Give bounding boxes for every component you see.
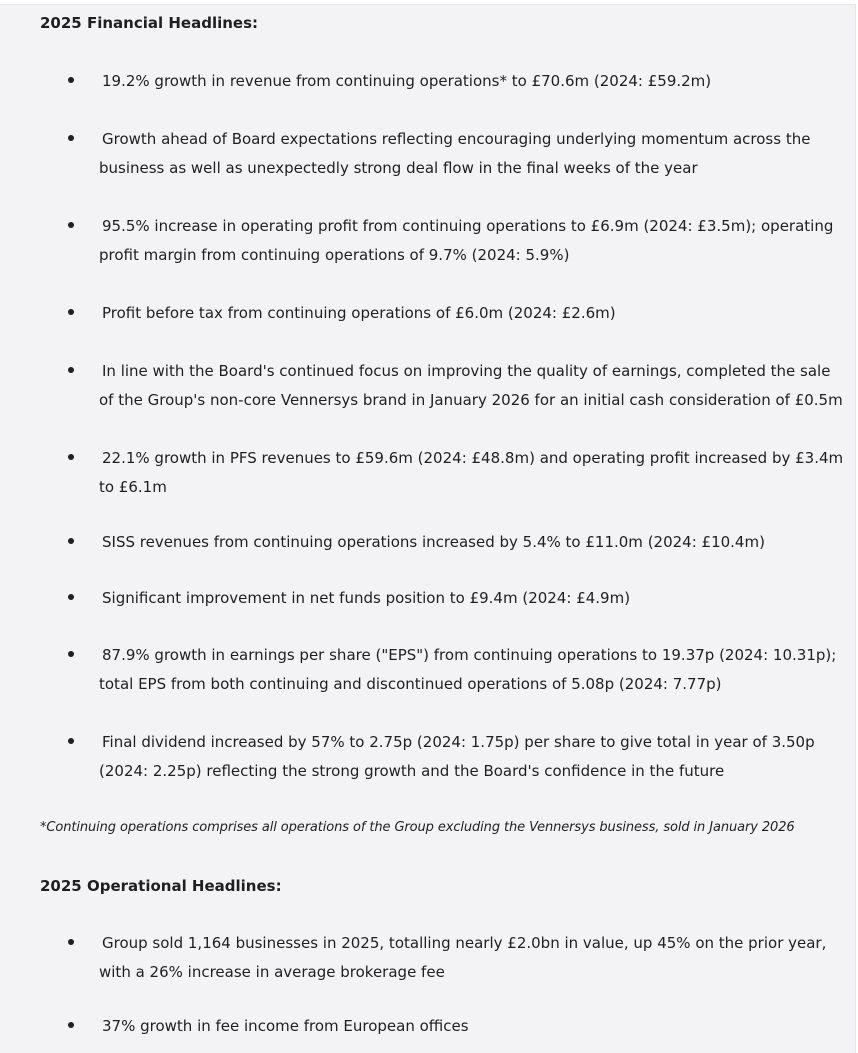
list-item-text: 95.5% increase in operating profit from continuing operations to £6.9m (2024: £3.5m); operating profit margin from continuing operations of 9.7% (2024: 5.9%) [99,217,834,264]
bullet-icon [68,454,74,460]
bullet-icon [68,594,74,600]
bullet-icon [68,939,74,945]
continuing-operations-footnote: *Continuing operations comprises all operations of the Group excluding the Vennersys business, sold in January 2026 [40,820,795,835]
list-item-text: Group sold 1,164 businesses in 2025, totalling nearly £2.0bn in value, up 45% on the prior year, with a 26% increase in average brokerage fee [99,934,827,981]
list-item-text: Profit before tax from continuing operations of £6.0m (2024: £2.6m) [102,304,616,322]
list-item-text: Growth ahead of Board expectations reflecting encouraging underlying momentum across the business as well as unexpectedly strong deal flow in the final weeks of the year [99,130,811,177]
bullet-icon [68,651,74,657]
list-item-text: 19.2% growth in revenue from continuing operations* to £70.6m (2024: £59.2m) [102,72,712,90]
operational-headlines-heading: 2025 Operational Headlines: [40,877,282,895]
bullet-icon [68,77,74,83]
bullet-icon [68,222,74,228]
list-item-text: In line with the Board's continued focus on improving the quality of earnings, completed the sale of the Group's non-core Vennersys brand in January 2026 for an initial cash consideration of £0.5m [99,362,843,409]
bullet-icon [68,538,74,544]
list-item-text: Final dividend increased by 57% to 2.75p (2024: 1.75p) per share to give total in year of 3.50p (2024: 2.25p) reflecting the strong growth and the Board's confidence in the future [99,733,815,780]
list-item-text: 87.9% growth in earnings per share ("EPS") from continuing operations to 19.37p (2024: 10.31p); total EPS from both continuing and discontinued operations of 5.08p (2024: 7.77p) [99,646,837,693]
bullet-icon [68,309,74,315]
bullet-icon [68,135,74,141]
list-item-text: 37% growth in fee income from European offices [102,1017,469,1035]
list-item-text: Significant improvement in net funds position to £9.4m (2024: £4.9m) [102,589,631,607]
bullet-icon [68,738,74,744]
bullet-icon [68,1022,74,1028]
list-item-text: 22.1% growth in PFS revenues to £59.6m (2024: £48.8m) and operating profit increased by £3.4m to £6.1m [99,449,844,496]
bullet-icon [68,367,74,373]
financial-headlines-heading: 2025 Financial Headlines: [40,14,259,32]
list-item-text: SISS revenues from continuing operations increased by 5.4% to £11.0m (2024: £10.4m) [102,533,765,551]
